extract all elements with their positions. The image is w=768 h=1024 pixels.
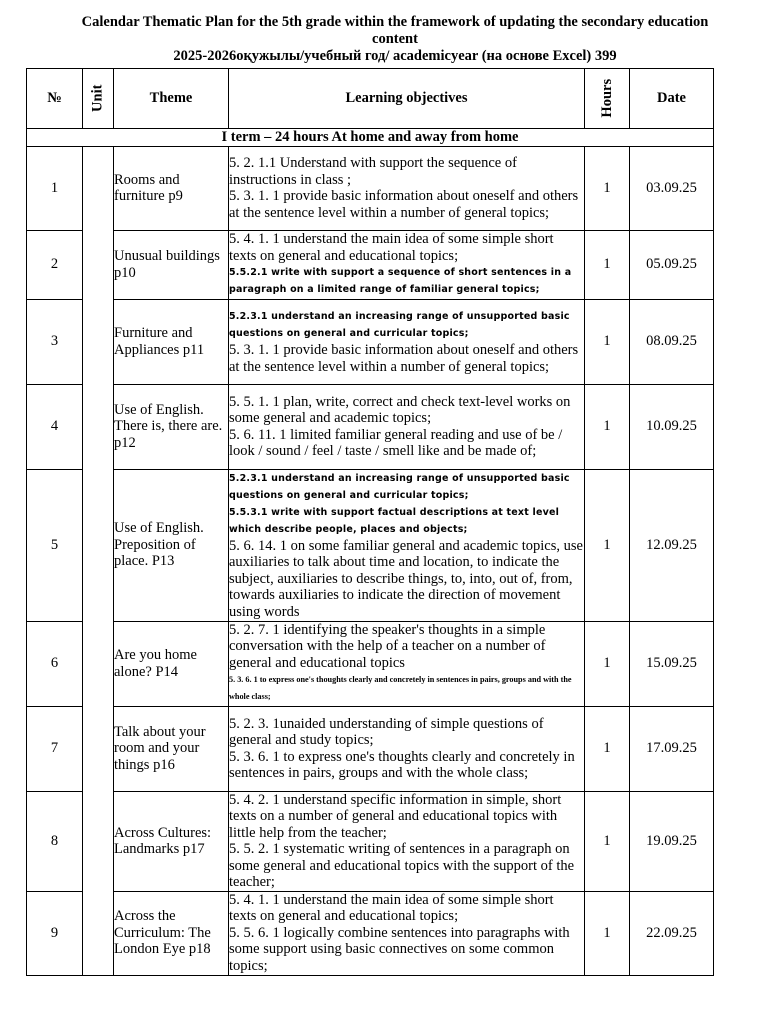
objective-text: 5. 4. 1. 1 understand the main idea of some simple short texts on general and educational topics;	[229, 231, 554, 264]
row-hours: 1	[585, 146, 630, 230]
row-objectives	[229, 791, 585, 891]
row-date: 03.09.25	[630, 146, 714, 230]
row-number: 9	[27, 891, 83, 975]
header-date: Date	[630, 69, 714, 129]
title-line-1: Calendar Thematic Plan for the 5th grade within the framework of updating the secondary education	[81, 14, 709, 30]
objective-text: 5. 5. 1. 1 plan, write, correct and check text-level works on some general and academic topics;	[229, 393, 571, 426]
row-date: 05.09.25	[630, 230, 714, 299]
row-objectives	[229, 469, 585, 621]
table-row	[27, 384, 714, 469]
row-hours: 1	[585, 230, 630, 299]
row-theme: Use of English. There is, there are. p12	[114, 384, 229, 469]
table-row	[27, 469, 714, 621]
objective-text: 5. 3. 1. 1 provide basic information about oneself and others at the sentence level within a number of general topics;	[229, 188, 579, 221]
table-row	[27, 299, 714, 384]
objective-text: 5. 5. 6. 1 logically combine sentences into paragraphs with some support using basic connectives on some common topics;	[229, 924, 570, 974]
row-date: 08.09.25	[630, 299, 714, 384]
objective-text: 5.5.2.1 write with support a sequence of short sentences in a paragraph on a limited range of familiar general topics;	[229, 267, 572, 295]
header-theme: Theme	[114, 69, 229, 129]
row-number: 4	[27, 384, 83, 469]
header-num: №	[27, 69, 83, 129]
objective-text: 5. 6. 14. 1 on some familiar general and academic topics, use auxiliaries to talk about time and location, to indicate the subject, auxiliaries to describe things, to, into, out of, from, towards auxiliaries to indicate the direction of movement using words	[229, 537, 583, 620]
table-row	[27, 706, 714, 791]
row-objectives	[229, 146, 585, 230]
table-row	[27, 230, 714, 299]
table-row	[27, 621, 714, 706]
row-number: 5	[27, 469, 83, 621]
table-row	[27, 891, 714, 975]
row-date: 17.09.25	[630, 706, 714, 791]
row-objectives	[229, 384, 585, 469]
row-date: 12.09.25	[630, 469, 714, 621]
row-objectives	[229, 230, 585, 299]
row-date: 22.09.25	[630, 891, 714, 975]
row-hours: 1	[585, 791, 630, 891]
title-line-2: content	[372, 31, 418, 47]
row-hours: 1	[585, 621, 630, 706]
row-hours: 1	[585, 384, 630, 469]
row-theme: Across the Curriculum: The London Eye p18	[114, 891, 229, 975]
row-date: 19.09.25	[630, 791, 714, 891]
row-theme: Across Cultures: Landmarks p17	[114, 791, 229, 891]
unit-cell	[83, 146, 114, 975]
header-row	[27, 69, 714, 129]
objective-text: 5. 3. 1. 1 provide basic information about oneself and others at the sentence level within a number of general topics;	[229, 342, 579, 375]
header-unit	[83, 69, 114, 129]
objective-text: 5.2.3.1 understand an increasing range of unsupported basic questions on general and curricular topics;	[229, 311, 570, 339]
objective-text: 5. 2. 7. 1 identifying the speaker's thoughts in a simple conversation with the help of a teacher on a number of general and educational topics	[229, 621, 546, 671]
objective-text: 5.2.3.1 understand an increasing range of unsupported basic questions on general and curricular topics;	[229, 472, 570, 501]
title-line-3: 2025-2026оқужылы/учебный год/ academicyear (на основе Excel) 399	[173, 48, 617, 64]
table-row	[27, 146, 714, 230]
row-theme: Are you home alone? P14	[114, 621, 229, 706]
document-title	[40, 14, 750, 65]
row-theme: Talk about your room and your things p16	[114, 706, 229, 791]
objective-text: 5.5.3.1 write with support factual descriptions at text level which describe people, places and objects;	[229, 506, 560, 535]
header-hours-label: Hours	[598, 79, 615, 118]
header-unit-label: Unit	[89, 84, 106, 113]
term-title: I term – 24 hours At home and away from home	[27, 129, 714, 147]
row-hours: 1	[585, 706, 630, 791]
row-objectives	[229, 621, 585, 706]
objective-text: 5. 6. 11. 1 limited familiar general reading and use of be / look / sound / feel / taste / smell like and be made of;	[229, 426, 563, 459]
row-date: 10.09.25	[630, 384, 714, 469]
objective-text: 5. 5. 2. 1 systematic writing of sentences in a paragraph on some general and educational topics with the support of the teacher;	[229, 841, 575, 890]
objective-text: 5. 3. 6. 1 to express one's thoughts clearly and concretely in sentences in pairs, groups and with the whole class;	[229, 748, 575, 781]
row-date: 15.09.25	[630, 621, 714, 706]
row-number: 7	[27, 706, 83, 791]
header-hours	[585, 69, 630, 129]
row-theme: Rooms and furniture p9	[114, 146, 229, 230]
row-hours: 1	[585, 891, 630, 975]
row-number: 3	[27, 299, 83, 384]
table-row	[27, 791, 714, 891]
row-theme: Unusual buildings p10	[114, 230, 229, 299]
row-objectives	[229, 891, 585, 975]
row-objectives	[229, 299, 585, 384]
row-number: 2	[27, 230, 83, 299]
row-theme: Furniture and Appliances p11	[114, 299, 229, 384]
header-objectives: Learning objectives	[229, 69, 585, 129]
row-theme: Use of English. Preposition of place. P13	[114, 469, 229, 621]
term-row	[27, 129, 714, 147]
row-number: 6	[27, 621, 83, 706]
row-hours: 1	[585, 299, 630, 384]
row-objectives	[229, 706, 585, 791]
objective-text: 5. 3. 6. 1 to express one's thoughts clearly and concretely in sentences in pairs, groups and with the whole class;	[229, 675, 572, 702]
row-number: 8	[27, 791, 83, 891]
objective-text: 5. 2. 3. 1unaided understanding of simple questions of general and study topics;	[229, 715, 544, 748]
objective-text: 5. 4. 2. 1 understand specific information in simple, short texts on a number of general and educational topics with little help from the teacher;	[229, 791, 562, 841]
objective-text: 5. 2. 1.1 Understand with support the sequence of instructions in class ;	[229, 155, 517, 188]
row-number: 1	[27, 146, 83, 230]
thematic-plan-table	[26, 68, 714, 976]
objective-text: 5. 4. 1. 1 understand the main idea of some simple short texts on general and educational topics;	[229, 891, 554, 925]
row-hours: 1	[585, 469, 630, 621]
